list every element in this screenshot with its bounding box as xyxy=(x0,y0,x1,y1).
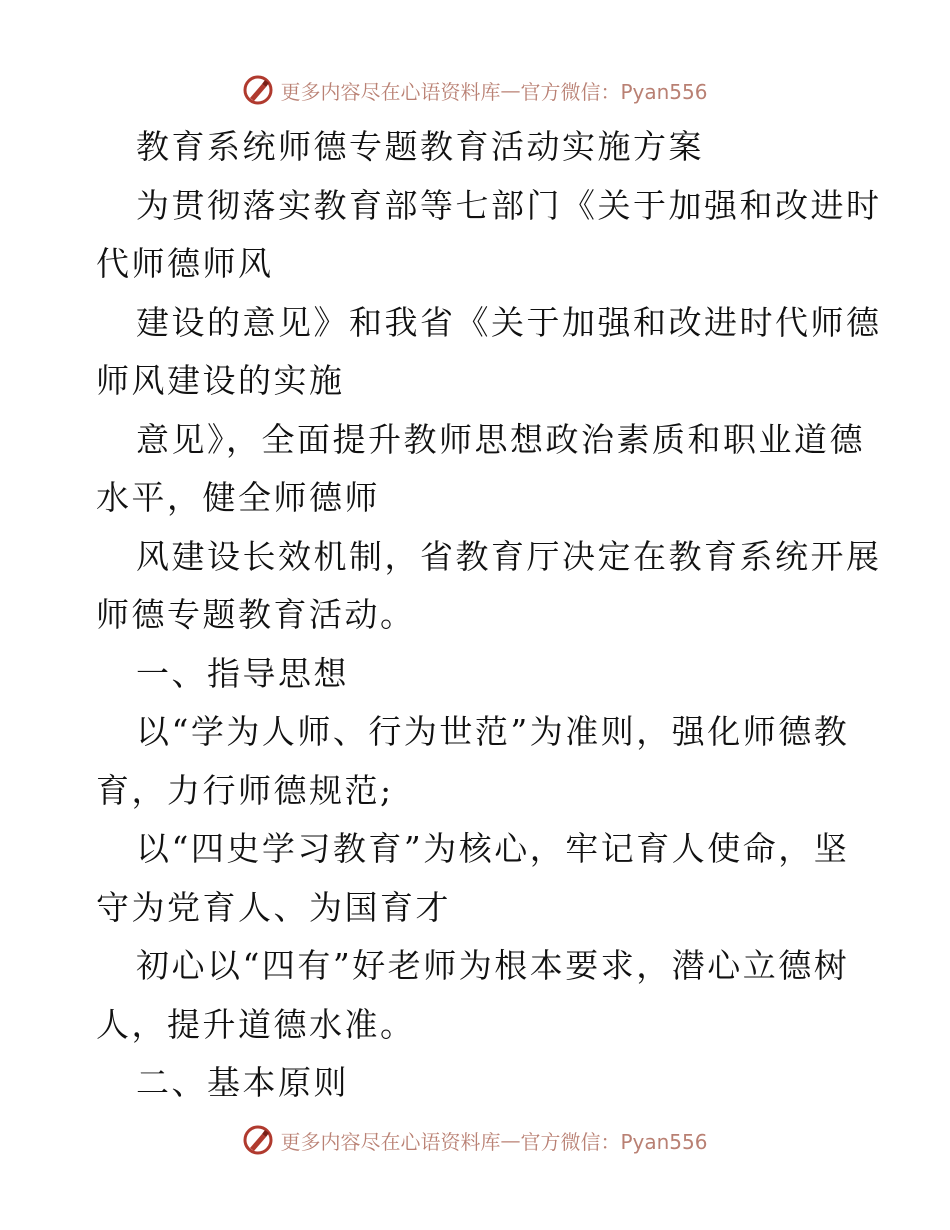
paragraph-line: 守为党育人、为国育才 xyxy=(96,887,451,927)
banner-wechat: 官方微信：Pyan556 xyxy=(520,79,708,104)
banner-text: 更多内容尽在心语资料库 xyxy=(280,1129,501,1154)
paragraph-line: 师德专题教育活动。 xyxy=(96,595,416,634)
banner-dash: — xyxy=(500,78,521,102)
banner-dash: — xyxy=(500,1128,521,1152)
paragraph-line: 以“学为人师、行为世范”为准则，强化师德教 xyxy=(136,712,850,751)
document-title: 教育系统师德专题教育活动实施方案 xyxy=(136,127,704,166)
paragraph-line: 人，提升道德水准。 xyxy=(96,1004,416,1044)
paragraph-line: 水平，健全师德师 xyxy=(96,478,380,517)
paragraph-line: 意见》，全面提升教师思想政治素质和职业道德 xyxy=(136,419,865,459)
section-heading: 一、指导思想 xyxy=(136,653,349,693)
paragraph-line: 为贯彻落实教育部等七部门《关于加强和改进时 xyxy=(136,185,882,225)
document-body xyxy=(96,118,882,1113)
banner-wechat: 官方微信：Pyan556 xyxy=(520,1129,708,1154)
banner-text: 更多内容尽在心语资料库 xyxy=(280,79,501,104)
section-heading: 二、基本原则 xyxy=(136,1063,349,1102)
paragraph-line: 师风建设的实施 xyxy=(96,361,345,400)
footer-watermark-banner xyxy=(0,1120,950,1160)
pen-logo-icon xyxy=(242,1124,274,1156)
paragraph-line: 育，力行师德规范; xyxy=(96,770,394,810)
paragraph-line: 以“四史学习教育”为核心，牢记育人使命，坚 xyxy=(136,829,850,868)
paragraph-line: 风建设长效机制，省教育厅决定在教育系统开展 xyxy=(136,536,882,576)
header-watermark-banner xyxy=(0,70,950,110)
paragraph-line: 初心以“四有”好老师为根本要求，潜心立德树 xyxy=(136,946,850,985)
pen-logo-icon xyxy=(242,74,274,106)
paragraph-line: 代师德师风 xyxy=(96,244,274,283)
paragraph-line: 建设的意见》和我省《关于加强和改进时代师德 xyxy=(136,302,882,342)
